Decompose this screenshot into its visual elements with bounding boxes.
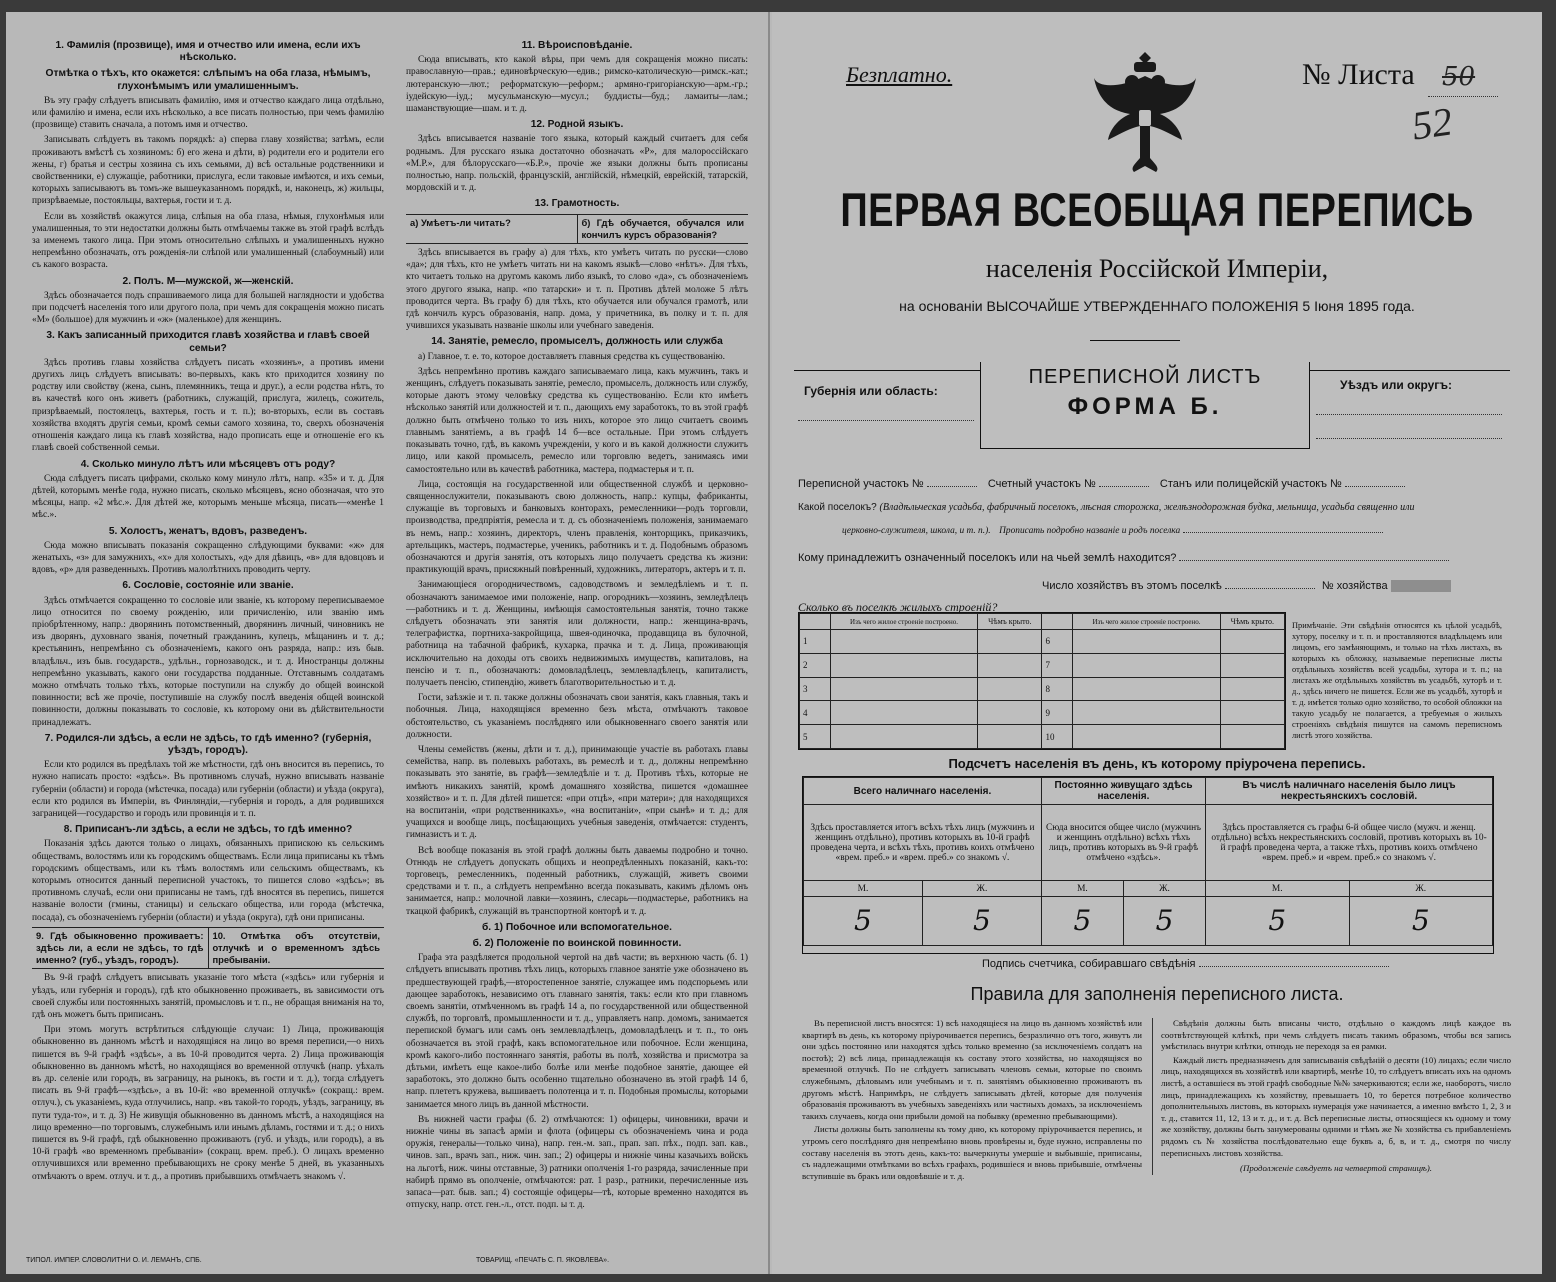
non-peasant-desc: Здѣсь проставляется съ графы 6-й общее число (мужч. и женщ. отдѣльно) всѣхъ некрестьянскихъ сословій, противъ которыхъ въ 10-й графѣ проведена черта, а также тѣхъ, противъ коихъ отмѣчено «врем. преб.» и «врем. преб.» со знакомъ √.: [1206, 805, 1493, 881]
header-rule-right: [1310, 370, 1510, 371]
roof-cell[interactable]: [978, 701, 1042, 725]
settlement-label: Какой поселокъ?: [798, 502, 877, 513]
section-paragraph: Здѣсь вписывается въ графу а) для тѣхъ, кто умѣетъ читать по русски—слово «да»; для тѣхъ, кто не умѣетъ читать ни на какомъ языкѣ—слово «нѣтъ». Для тѣхъ, кто читаетъ только на другомъ какомъ либо языкѣ, то слово «да», съ обозначеніемъ этого другого языка, напр. «по татарски» и т. п. Противъ дѣтей моложе 5 лѣтъ проводится черта. Въ графу б) для тѣхъ, кто обучается или обучался грамотѣ, или гдѣ кончилъ курсъ образованія, напр. дома, у причетника, въ полку и т. п. для учившихся указывать названіе школы или учебнаго заведенія.: [406, 248, 748, 332]
rule-paragraph: Въ переписной листъ вносятся: 1) всѣ находящіеся на лицо въ данномъ хозяйствѣ или квартирѣ въ день, къ которому пріурочивается перепись, безразлично отъ того, живутъ ли они здѣсь постоянно или находятся здѣсь только временно (за исключеніемъ солдатъ на постоѣ); 2) всѣ лица, принадлежащія къ составу этого хозяйства, но находящіяся во временной отлучкѣ. По не слѣдуетъ записывать членовъ семьи, которые по своимъ служебнымъ, дѣловымъ или учебнымъ и т. п. занятіямъ обыкновенно проживаютъ въ другомъ мѣстѣ. Напримѣръ, не слѣдуетъ записывать дѣтей, которые для полученія образованія проживаютъ въ учебныхъ заведеніяхъ или частныхъ домахъ, за исключеніемъ такихъ случаевъ, когда они прибыли домой на побывку (временно пребывающими).: [802, 1018, 1142, 1121]
roof-cell[interactable]: [978, 653, 1042, 677]
settlement-field[interactable]: [1183, 532, 1383, 533]
imperial-eagle-emblem: [1090, 48, 1200, 178]
roof-cell[interactable]: [1220, 677, 1284, 701]
census-sheet: [6, 12, 1542, 1274]
printer-imprint-left: ТИПОЛ. ИМПЕР. СЛОВОЛИТНИ О. И. ЛЕМАНЪ, СПБ.: [26, 1257, 202, 1264]
male-head: М.: [804, 881, 923, 897]
row-number: 5: [800, 725, 831, 749]
roof-cell[interactable]: [1220, 701, 1284, 725]
section-paragraph: Сюда вписывать, кто какой вѣры, при чемъ для сокращенія можно писать: православную—прав.; единовѣрческую—едив.; римско-католическую—римск.-кат.; лютеранскую—лют.; реформатскую—реформ.; армяно-григоріанскую—арм.-гр.; іудейскую—іуд.; мусульманскую—мусул.; буддисты—буд.; ламаиты—лам.; шаманствующие—шам. и т. д.: [406, 55, 748, 115]
signature-field[interactable]: [1199, 966, 1389, 967]
uezd-field-2[interactable]: [1316, 438, 1502, 439]
section-heading: 3. Какъ записанный приходится главѣ хозяйства и главѣ своей семьи?: [46, 330, 370, 354]
section-paragraph: Здѣсь противъ главы хозяйства слѣдуетъ писать «хозяинъ», а противъ имени другихъ лицъ слѣдуетъ вписывать: во-первыхъ, какъ кто приходится хозяину по родству или свойству (жена, сынъ, племянникъ, теща и друг.), а если родства нѣтъ, то въ качествѣ кого онъ живетъ (работникъ, служащій, прислуга, жилецъ, сожитель, призрѣваемый, постоялецъ, вахтерья, гость и т. п.); во-вторыхъ, если въ составъ хозяйства входятъ другія семьи, кромѣ семьи самого хозяина, то, сверхъ обозначенія отношенія каждаго лица къ главѣ хозяйства, надо прописать еще и отношеніе его къ главѣ своей собственной семьи.: [32, 357, 384, 454]
households-count-label: Число хозяйствъ въ этомъ поселкѣ: [1042, 580, 1222, 592]
section-heading: 13. Грамотность.: [534, 198, 620, 210]
non-peasant-male-count[interactable]: 5: [1206, 897, 1349, 946]
owner-label: Кому принадлежитъ означенный поселокъ или на чьей землѣ находится?: [798, 552, 1177, 564]
printer-imprint-right: ТОВАРИЩ. «ПЕЧАТЬ С. П. ЯКОВЛЕВА».: [476, 1257, 610, 1264]
roof-cell[interactable]: [1220, 725, 1284, 749]
household-number-field[interactable]: [1391, 580, 1451, 592]
material-cell[interactable]: [831, 653, 978, 677]
sheet-number-corrected: 52: [1409, 98, 1455, 149]
section-heading: 5. Холостъ, женатъ, вдовъ, разведенъ.: [108, 525, 308, 537]
section-heading: 2. Полъ. М—мужской, ж—женскій.: [122, 275, 294, 287]
settlement-note: Прописать подробно названіе и родъ поселка: [999, 526, 1181, 536]
section-paragraph: Графа эта раздѣляется продольной чертой на двѣ части; въ верхнюю часть (б. 1) слѣдуетъ вписывать противъ тѣхъ лицъ, которыхъ главное занятіе уже обозначено въ предшествующей графѣ,—второстепенное занятіе, служащее имъ подспорьемъ или дающее заработокъ, независимо отъ главнаго занятія, такъ: если кто при главномъ своемъ занятіи, отмѣченномъ въ графѣ 14 а, по государственной или общественной службѣ, по торговлѣ, промышленности и т. д., управляетъ напр. домомъ, занимается перепиской бумагъ или самъ онъ землевладѣлецъ, домовладѣлецъ и т. п., то онъ обозначается въ этой графѣ, какъ вспомогательное или побочное. Если женщина, кромѣ какого-либо постояннаго занятія, работы въ полѣ, хозяйства и присмотра за дѣтьми, имѣетъ еще какое-либо болѣе или менѣе подобное занятіе, дающее ей заработокъ, это должно быть особенно тщательно обозначено въ этой графѣ 14 б, напр. плететъ кружева, вышиваетъ полотенца и т. п. Подобныя промыслы, которыми занимается много лицъ въ данной мѣстности.: [406, 953, 748, 1110]
rule-paragraph: Листы должны быть заполнены къ тому дню, къ которому пріурочивается перепись, и утромъ сего послѣдняго дня непремѣнно вновь провѣрены и, буде нужно, исправлены по составу населенія въ этотъ день, какъ-то: вычеркнуты умершіе и выбывшіе, приписаны, съ надлежащими отмѣтками во всѣхъ графахъ, родившіеся и вновь прибывшіе, отмѣчены вступившіе въ бракъ или овдовѣвшіе и т. д.: [802, 1124, 1142, 1181]
section-heading: б. 1) Побочное или вспомогательное.: [482, 921, 672, 933]
section-paragraph: Члены семействъ (жены, дѣти и т. д.), принимающіе участіе въ работахъ главы семейства, напр. въ полевыхъ работахъ, въ ремеслѣ и т. д., должны непремѣнно показывать это занятіе, въ графѣ—земледѣліе и т. д. Противъ тѣхъ, которые не имѣютъ никакихъ занятій, кромѣ домашняго хозяйства, пишется «домашнее хозяйство» и т. п. Для дѣтей пишется: «при отцѣ», «при матери»; для находящихся на воспитаніи, «при родственникахъ», «на воспитаніи», «при сынѣ» и т. д.; для учащихся и вообще лицъ, посѣщающихъ учебныя заведенія, отмѣчается: студентъ, гимназистъ и т. д.: [406, 744, 748, 841]
material-cell[interactable]: [1073, 653, 1220, 677]
sheet-number-label: № Листа: [1302, 58, 1415, 91]
census-title: ПЕРВАЯ ВСЕОБЩАЯ ПЕРЕПИСЬ: [840, 184, 1474, 238]
section-paragraph: Всѣ вообще показанія въ этой графѣ должны быть даваемы подробно и точно. Отнюдь не слѣдуетъ допускать общихъ и неопредѣленныхъ показаній, какъ-то: торговецъ, ремесленникъ, поденный работникъ, служащій, живетъ своими средствами и т. п., а слѣдуетъ непремѣнно всегда показывать, какимъ дѣломъ онъ занимается, напр.: молочной лавки—хозяинъ, слесарь—подмастерье, работникъ на ткацкой фабрикѣ, служащій въ транспортной конторѣ и т. д.: [406, 845, 748, 917]
roof-cell[interactable]: [1220, 653, 1284, 677]
section-heading: 6. Сословіе, состояніе или званіе.: [122, 580, 294, 592]
census-basis: на основаніи ВЫСОЧАЙШЕ УТВЕРЖДЕННАГО ПОЛОЖЕНІЯ 5 Іюня 1895 года.: [899, 298, 1415, 314]
households-line: [1042, 580, 1451, 592]
section-paragraph: Показанія здѣсь даются только о лицахъ, обязанныхъ припискою къ сельскимъ обществамъ, волостямъ или къ городскимъ обществамъ. Если лица приписаны къ тѣмъ городскимъ обществамъ, или къ тѣмъ волостямъ или сельскимъ обществамъ, къ которымъ относится данный переписной участокъ, то пишется слово «здѣсь»; въ противномъ случаѣ, если они приписаны не тамъ, гдѣ вносятся въ перепись, пишется названіе волости (гмины, станицы) и сельскаго общества, или города (мѣстечка, посада), съ обозначеніемъ губерніи (области) и уѣзда (округа), гдѣ они приписаны.: [32, 839, 384, 923]
rule-paragraph: Свѣдѣнія должны быть вписаны чисто, отдѣльно о каждомъ лицѣ каждое въ соотвѣтствующей клѣткѣ, при чемъ слѣдуетъ писать такимъ образомъ, чтобы вся запись умѣстилась внутри клѣтки, отнюдь не переходя за ея рамки.: [1161, 1018, 1511, 1052]
household-number-label: № хозяйства: [1321, 580, 1388, 592]
material-cell[interactable]: [831, 725, 978, 749]
enumerator-signature-line: [982, 958, 1389, 970]
section-paragraph: Въ 9-й графѣ слѣдуетъ вписывать указаніе того мѣста («здѣсь» или губернія и уѣздъ, или губернія и городъ), гдѣ кто обыкновенно проживаетъ, въ зависимости отъ своей службы или постоянныхъ занятій, промысловъ и т. п., не обращая вниманія на то, гдѣ онъ можетъ быть приписанъ.: [32, 973, 384, 1021]
split-heading-cell: 9. Гдѣ обыкновенно проживаетъ: здѣсь ли, а если не здѣсь, то гдѣ именно? (губ., уѣздъ, городъ).: [36, 929, 204, 966]
permanent-female-count[interactable]: 5: [1123, 897, 1205, 946]
uezd-field[interactable]: [1316, 414, 1502, 415]
population-count-title: Подсчетъ населенія въ день, къ которому пріурочена перепись.: [948, 756, 1366, 771]
material-head-1: Изъ чего жилое строеніе построено.: [831, 614, 978, 630]
row-number: 6: [1042, 630, 1073, 654]
rules-column-2: [1152, 1018, 1511, 1175]
roof-cell[interactable]: [978, 630, 1042, 654]
owner-line: [798, 552, 1449, 564]
split-heading-cell: б) Гдѣ обучается, обучался или кончилъ курсъ образованія?: [577, 215, 749, 243]
settlement-line-2: [842, 524, 1383, 536]
roof-cell[interactable]: [1220, 630, 1284, 654]
row-number: 9: [1042, 701, 1073, 725]
non-peasant-female-count[interactable]: 5: [1349, 897, 1493, 946]
permanent-resident-head: Постоянно живущаго здѣсь населенія.: [1041, 778, 1205, 805]
buildings-note: Примѣчаніе. Эти свѣдѣнія относятся къ цѣлой усадьбѣ, хутору, поселку и т. п. и проставляются владѣльцемъ или лицомъ, его замѣняющимъ, и только на тѣхъ листахъ, въ которыхъ къ обложку, называемые переписные листы отдѣльныхъ хозяйствъ всей усадьбы, хутора и т. п.; на листахъ же отдѣльныхъ хозяйствъ въ усадьбѣ, хуторѣ и т. д., здѣсь ничего не пишется. Если же въ усадьбѣ, хуторѣ и т. д. имѣется только одно хозяйство, то особой обложки на такую усадьбу не полагается, а требуемыя о жилыхъ строеніяхъ свѣдѣнія пишутся на самомъ переписномъ листѣ этого хозяйства.: [1292, 621, 1502, 740]
non-peasant-head: Въ числѣ наличнаго населенія было лицъ некрестьянскихъ сословій.: [1206, 778, 1493, 805]
census-district-label: Переписной участокъ №: [798, 478, 924, 490]
material-cell[interactable]: [831, 677, 978, 701]
section-paragraph: Если кто родился въ предѣлахъ той же мѣстности, гдѣ онъ вносится въ перепись, то нужно написать просто: «здѣсь». Въ противномъ случаѣ, нужно вписывать названіе губерніи (области) и города (мѣстечка, посада) или губерніи (области) и уѣзда (округа), если кто родился въ Имперіи, въ Финляндіи,—губернія и городъ, а для родившихся заграницей—государство и городъ или провинція и т. п.: [32, 760, 384, 819]
section-paragraph: Записывать слѣдуетъ въ такомъ порядкѣ: а) сперва главу хозяйства; затѣмъ, если проживаютъ вмѣстѣ съ хозяиномъ: б) его жена и дѣти, в) родители его и родители его жены, г) братья и сестры хозяина съ ихъ семьями, д) всѣ остальные родственники и свойственники, е) служащіе, работники, прислуга, если таковые имѣются, и ихъ семьи, которыхъ записываютъ въ томъ-же вышеуказанномъ порядкѣ, и, наконецъ, ж) жильцы, призрѣваемые, постояльцы, вахтерья, гости и т. д.: [32, 135, 384, 207]
material-cell[interactable]: [1073, 701, 1220, 725]
section-paragraph: Здѣсь вписывается названіе того языка, который каждый считаетъ для себя роднымъ. Для русскаго языка достаточно обозначать «Р», для малороссійскаго «М.Р.», для бѣлорусскаго—«Б.Р.», прочіе же языки должны быть прописаны полностью, напр. польскій, французскій, англійскій, нѣмецкій, еврейскій, татарскій, мордовскій и т. д.: [406, 134, 748, 194]
roof-head-2: Чѣмъ крыто.: [1220, 614, 1284, 630]
total-male-count[interactable]: 5: [804, 897, 923, 946]
uezd-label: Уѣздъ или округъ:: [1340, 378, 1453, 392]
province-field[interactable]: [798, 420, 974, 421]
material-cell[interactable]: [1073, 677, 1220, 701]
province-label: Губернія или область:: [804, 384, 938, 398]
section-paragraph: Здѣсь обозначается подъ спрашиваемого лица для большей наглядности и удобства при подсчетѣ населенія того или другого пола, при чемъ для сокращенія можно писать «М» (большое) для мужчинъ и «ж» (маленькое) для женщинъ.: [32, 290, 384, 326]
material-cell[interactable]: [1073, 725, 1220, 749]
rules-column-1: [802, 1018, 1142, 1184]
split-heading-cell: 10. Отмѣтка объ отсутствіи, отлучкѣ и о временномъ здѣсь пребываніи.: [208, 928, 385, 969]
split-heading: [406, 214, 748, 244]
material-cell[interactable]: [831, 701, 978, 725]
section-paragraph: а) Главное, т. е. то, которое доставляетъ главныя средства къ существованію.: [418, 351, 725, 362]
material-cell[interactable]: [1073, 630, 1220, 654]
instructions-column-2: [406, 36, 748, 1214]
instructions-column-1: [32, 36, 384, 1186]
row-number: 3: [800, 677, 831, 701]
section-heading: 14. Занятіе, ремесло, промыселъ, должность или служба: [431, 336, 723, 348]
section-paragraph: Здѣсь отмѣчается сокращенно то сословіе или званіе, къ которому переписываемое лицо относится по своему рожденію, или причисленію, или званію имъ пріобрѣтенному, напр.: дворянинъ потомственный, дворянинъ личный, чиновникъ не изъ дворянъ, духовнаго званія, почетный гражданинъ, купецъ, мѣщанинъ и т. д.; крестьянинъ, непремѣнно съ обозначеніемъ, какого онъ разряда, напр.: изъ быв. владѣльч., изъ быв. государств., удѣльн., горнозаводск., и т. д. Иностранцы должны непремѣнно указывать, какого они государства подданные. Отставнымъ солдатамъ можно отмѣчать только тѣхъ, которые поступили на службу до общей воинской повинности; всѣ же прочіе, поступившіе на службу послѣ введенія общей воинской повинности, должны показывать то сословіе, къ которому они въ дѣйствительности принадлежатъ.: [32, 595, 384, 728]
row-number: 7: [1042, 653, 1073, 677]
instructions-page: [6, 12, 770, 1274]
total-present-head: Всего наличнаго населенія.: [804, 778, 1042, 805]
free-label: Безплатно.: [846, 62, 953, 87]
section-paragraph: Сюда слѣдуетъ писать цифрами, сколько кому минуло лѣтъ, напр. «35» и т. д. Для дѣтей, которымъ менѣе года, нужно писать, сколько мѣсяцевъ, ясно обозначая, что это мѣсяцы, напр. «2 мѣс.». Для дѣтей же, которымъ меньше мѣсяца, писать—«менѣе 1 мѣс.».: [32, 473, 384, 521]
settlement-line: [798, 502, 1414, 513]
police-district-label: Станъ или полицейскій участокъ №: [1159, 478, 1342, 490]
material-cell[interactable]: [831, 630, 978, 654]
households-count-field[interactable]: [1225, 588, 1315, 589]
section-paragraph: Лица, состоящія на государственной или общественной службѣ и церковно-священнослужители, показываютъ свою должность, напр.: купцы, фабриканты, служащіе въ торговыхъ и банковыхъ конторахъ, ремесленники—родъ торговли, производства, предпріятія, ремесла и т. д. съ обозначеніемъ положенія, занимаемаго въ немъ, напр.: хозяинъ, директоръ, членъ правленія, конторщикъ, приказчикъ, артельщикъ, мастеръ, подмастерье, ученикъ, работникъ и т. д. Подобнымъ образомъ обозначаются и другія занятія, отъ которыхъ лицо получаетъ средства къ жизни: практикующій врачъ, присяжный повѣренный, художникъ, литераторъ, актеръ и т. п.: [406, 479, 748, 576]
row-number: 4: [800, 701, 831, 725]
female-head: Ж.: [922, 881, 1041, 897]
male-head: М.: [1206, 881, 1349, 897]
rule-paragraph: Каждый листъ предназначенъ для записыванія свѣдѣній о десяти (10) лицахъ; если число лицъ, находящихся въ хозяйствѣ или квартирѣ, менѣе 10, то слѣдуетъ вписать ихъ на одномъ листѣ, а оставшіеся въ этой графѣ свободные №№ зачеркиваются; если же, наоборотъ, число лицъ, принадлежащихъ къ хозяйству, превышаетъ 10, то берется потребное количество дополнительныхъ листовъ, въ которыхъ нумерація уже начинается, а именно вмѣсто 1, 2, 3 и т. д., ставится 11, 12, 13 и т. д., и т. д. Всѣ переписные листы, относящіеся къ одному и тому же хозяйству, должны быть занумерованы одними и тѣмъ же № хозяйства съ прибавленіемъ рядомъ съ № хозяйства послѣдовательно еще буквъ а, б, в, и т. д., смотря по числу переписныхъ листовъ хозяйства.: [1161, 1054, 1511, 1158]
owner-field[interactable]: [1179, 560, 1449, 561]
form-title: ПЕРЕПИСНОЙ ЛИСТЪ: [1028, 366, 1262, 388]
table-bottom-spacer: [804, 945, 1493, 953]
total-female-count[interactable]: 5: [922, 897, 1041, 946]
counting-district-label: Счетный участокъ №: [987, 478, 1096, 490]
female-head: Ж.: [1349, 881, 1493, 897]
header-rule-left: [794, 370, 980, 371]
divider: [1090, 340, 1180, 341]
row-number: 2: [800, 653, 831, 677]
roof-cell[interactable]: [978, 725, 1042, 749]
row-number: 1: [800, 630, 831, 654]
split-heading-cell: а) Умѣетъ-ли читать?: [410, 216, 511, 228]
section-paragraph: При этомъ могутъ встрѣтиться слѣдующіе случаи: 1) Лица, проживающія обыкновенно въ данномъ мѣстѣ и находящіяся на лицо во время переписи,—о нихъ пишется въ 9-й графѣ «здѣсь», а въ 10-й проводится черта. 2) Лица проживающія обыкновенно въ данномъ мѣстѣ, но находящіяся во временной отлучкѣ (напр. уѣхалъ въ др. селеніе или городъ, въ заграницу, на рынокъ, въ гости и т. д.), тогда слѣдуетъ писать въ 9-й графѣ—«здѣсь», а въ 10-й: «во временной отлучкѣ» (сокращ.: врем. отлуч.), съ указаніемъ, куда отлучились, напр. «въ такой-то городъ, уѣздъ, заграницу, въ пути туда-то», и т. д. 3) Не живущія обыкновенно въ данномъ мѣстѣ, а находящіяся на лицо временно—по торговымъ, служебнымъ или инымъ дѣламъ, гостями и т. д.; о нихъ пишется въ 9-й графѣ, гдѣ обыкновенно проживаютъ (губ. и уѣздъ, или городъ), а въ 10-й графѣ «во временномъ пребываніи» (сокращ. врем. преб.). О лицахъ временно отлучившихся или временно пребывающихъ не сроку менѣе 5 дней, въ указанныхъ отмѣчаютъ о врем. отлуч. и т. д., а противъ прибывшихъ отмѣчаетъ знакомъ √.: [32, 1025, 384, 1182]
roof-cell[interactable]: [978, 677, 1042, 701]
form-variant: ФОРМА Б.: [1067, 393, 1223, 420]
form-page: [772, 12, 1542, 1274]
section-paragraph: Сюда можно вписывать показанія сокращенно слѣдующими буквами: «ж» для женатыхъ, «з» для замужнихъ, «х» для холостыхъ, «д» для дѣвицъ, «в» для вдовцовъ и вдовъ, «р» для разведенныхъ. Противъ малолѣтнихъ проводить черту.: [32, 540, 384, 576]
total-present-desc: Здѣсь проставляется итогъ всѣхъ тѣхъ лицъ (мужчинъ и женщинъ отдѣльно), противъ которыхъ въ 10-й графѣ проведена черта, и всѣхъ тѣхъ, противъ коихъ отмѣчено «врем. преб.» и «врем. преб.» со знакомъ √.: [804, 805, 1042, 881]
settlement-hint-2: церковно-служителя, школа, и т. п.).: [842, 526, 991, 536]
section-heading: 12. Родной языкъ.: [530, 119, 624, 131]
census-subtitle: населенія Россійской Имперіи,: [985, 254, 1329, 283]
form-header-row: [794, 362, 1494, 452]
section-heading: 1. Фамилія (прозвище), имя и отчество или имена, если ихъ нѣсколько.: [55, 40, 361, 64]
form-title-box: [980, 362, 1310, 449]
counting-district-field[interactable]: [1099, 486, 1149, 487]
section-paragraph: Здѣсь непремѣнно противъ каждаго записываемаго лица, какъ мужчинъ, такъ и женщинъ, слѣдуетъ показывать занятіе, ремесло, промыселъ, должность или службу, которые даютъ этому человѣку средства къ существованію. Если кто имѣетъ нѣсколько занятій или должностей и т. п., дающихъ ему заработокъ, то въ этой графѣ должно быть отмѣчено только то изъ нихъ, которое это лицо считаетъ своимъ главнымъ занятіемъ, а въ графѣ 14 б—все остальные. При этомъ слѣдуетъ показывать точно, гдѣ, въ какомъ учрежденіи, у кого и въ какой должности служитъ лицо, или какой промыселъ, ремесло или торговлю ведетъ, занимаясь ими самостоятельно или въ качествѣ работника, мастера, подмастерья и т. п.: [406, 366, 748, 475]
row-number: 10: [1042, 725, 1073, 749]
districts-line: [798, 478, 1405, 490]
settlement-hint: (Владѣльческая усадьба, фабричный поселокъ, лѣсная сторожка, желѣзнодорожная будка, мельница, усадьба священно или: [879, 502, 1415, 513]
permanent-resident-desc: Сюда вносится общее число (мужчинъ и женщинъ отдѣльно) всѣхъ тѣхъ лицъ, противъ которыхъ въ 9-й графѣ отмѣчено «здѣсь».: [1041, 805, 1205, 881]
material-head-2: Изъ чего жилое строеніе построено.: [1073, 614, 1220, 630]
section-heading: б. 2) Положеніе по воинской повинности.: [472, 938, 682, 950]
section-paragraph: Занимающіеся огородничествомъ, садоводствомъ и земледѣліемъ и т. п. обозначаютъ занимаемое ими положеніе, напр. огородникъ—хозяинъ, земледѣлецъ—работникъ и т. д. Женщины, имѣющія самостоятельныя занятія, точно также слѣдуетъ обозначать эти занятія или должности, напр.: женщина-врачъ, телеграфистка, портниха-закройщица, швея-одиночка, продавщица въ булочной, работница на табачной фабрикѣ, кухарка, прачка и т. д. Лица, проживающія исключительно на доходы отъ своихъ недвижимыхъ имуществъ, капиталовъ, на пенсію и т. п., обозначаютъ: домовладѣлецъ, землевладѣлецъ, капиталистъ, получаетъ пенсію, стипендію, живетъ благотворительностью и т. д.: [406, 580, 748, 688]
section-paragraph: Въ нижней части графы (б. 2) отмѣчаются: 1) офицеры, чиновники, врачи и нижніе чины въ запасѣ арміи и флота (офицеры съ обозначеніемъ чина и рода оружія, генералы—только чина), напр. ген.-м. зап., прап. зап. пѣх., подп. зап. кав., чинов. зап., врачъ зап., ниж. чин. зап.; 2) офицеры и нижніе чины казачьихъ войскъ на льготѣ, ниж. чины отставные, 3) ратники ополченія 1-го разряда, зачисленные при набирѣ прямо въ ополченіе, отмѣчаются: рат. 1 разр., ратники, перечисленные изъ запаса—рат. быв. зап.; 4) состоящіе офицеры—тѣ, которые временно находятся въ отпуску, напр. отст. ген.-л., отст. подп. ы т. д.: [406, 1114, 748, 1211]
section-heading: Отмѣтка о тѣхъ, кто окажется: слѣпымъ на оба глаза, нѣмымъ, глухонѣмымъ или умалишеннымъ.: [45, 68, 371, 92]
section-heading: 11. Вѣроисповѣданіе.: [521, 40, 633, 51]
buildings-label: Сколько въ поселкѣ жилыхъ строеній?: [798, 600, 998, 614]
census-district-field[interactable]: [927, 486, 977, 487]
section-paragraph: Въ эту графу слѣдуетъ вписывать фамилію, имя и отчество каждаго лица отдѣльно, или фамилію и имена, если ихъ нѣсколько, а все писать полностью, при чемъ фамилію (прозвище) ставить сначала, а потомъ имя и отчество.: [32, 95, 384, 131]
male-head: М.: [1041, 881, 1123, 897]
buildings-table: [798, 612, 1286, 750]
section-heading: 8. Приписанъ-ли здѣсь, а если не здѣсь, то гдѣ именно?: [63, 824, 353, 836]
police-district-field[interactable]: [1345, 486, 1405, 487]
sheet-number-line: [1428, 96, 1498, 97]
section-heading: 4. Сколько минуло лѣтъ или мѣсяцевъ отъ роду?: [80, 458, 336, 470]
section-heading: 7. Родился-ли здѣсь, а если не здѣсь, то гдѣ именно? (губернія, уѣздъ, городъ).: [44, 732, 372, 756]
permanent-male-count[interactable]: 5: [1041, 897, 1123, 946]
female-head: Ж.: [1123, 881, 1205, 897]
signature-label: Подпись счетчика, собиравшаго свѣдѣнія: [982, 958, 1196, 970]
continued-note: (Продолженіе слѣдуетъ на четвертой страницѣ).: [1240, 1163, 1432, 1174]
row-number: 8: [1042, 677, 1073, 701]
section-paragraph: Если въ хозяйствѣ окажутся лица, слѣпыя на оба глаза, нѣмыя, глухонѣмыя или умалишенныя, то эти недостатки должны быть отмѣчаемы также въ этой графѣ вслѣдъ за именемъ такого лица. При этомъ относительно слѣпыхъ и умалишенныхъ нужно непремѣнно обозначать, отъ рожденія-ли слѣпой или умалишенный (слабоумный) или съ какого возраста.: [32, 211, 384, 271]
roof-head-1: Чѣмъ крыто.: [978, 614, 1042, 630]
sheet-number-value: 50: [1442, 62, 1476, 92]
split-heading: [32, 927, 384, 970]
section-paragraph: Гости, заѣзжіе и т. п. также должны обозначать свои занятія, какъ главныя, такъ и побочныя. Лица, находящіяся временно безъ мѣста, отмѣчаютъ таковое обстоятельство, съ указаніемъ послѣдняго или обыкновеннаго своего занятія или должности.: [406, 693, 748, 740]
population-count-table: [802, 776, 1494, 954]
rules-title: Правила для заполненія переписного листа.: [970, 984, 1344, 1004]
